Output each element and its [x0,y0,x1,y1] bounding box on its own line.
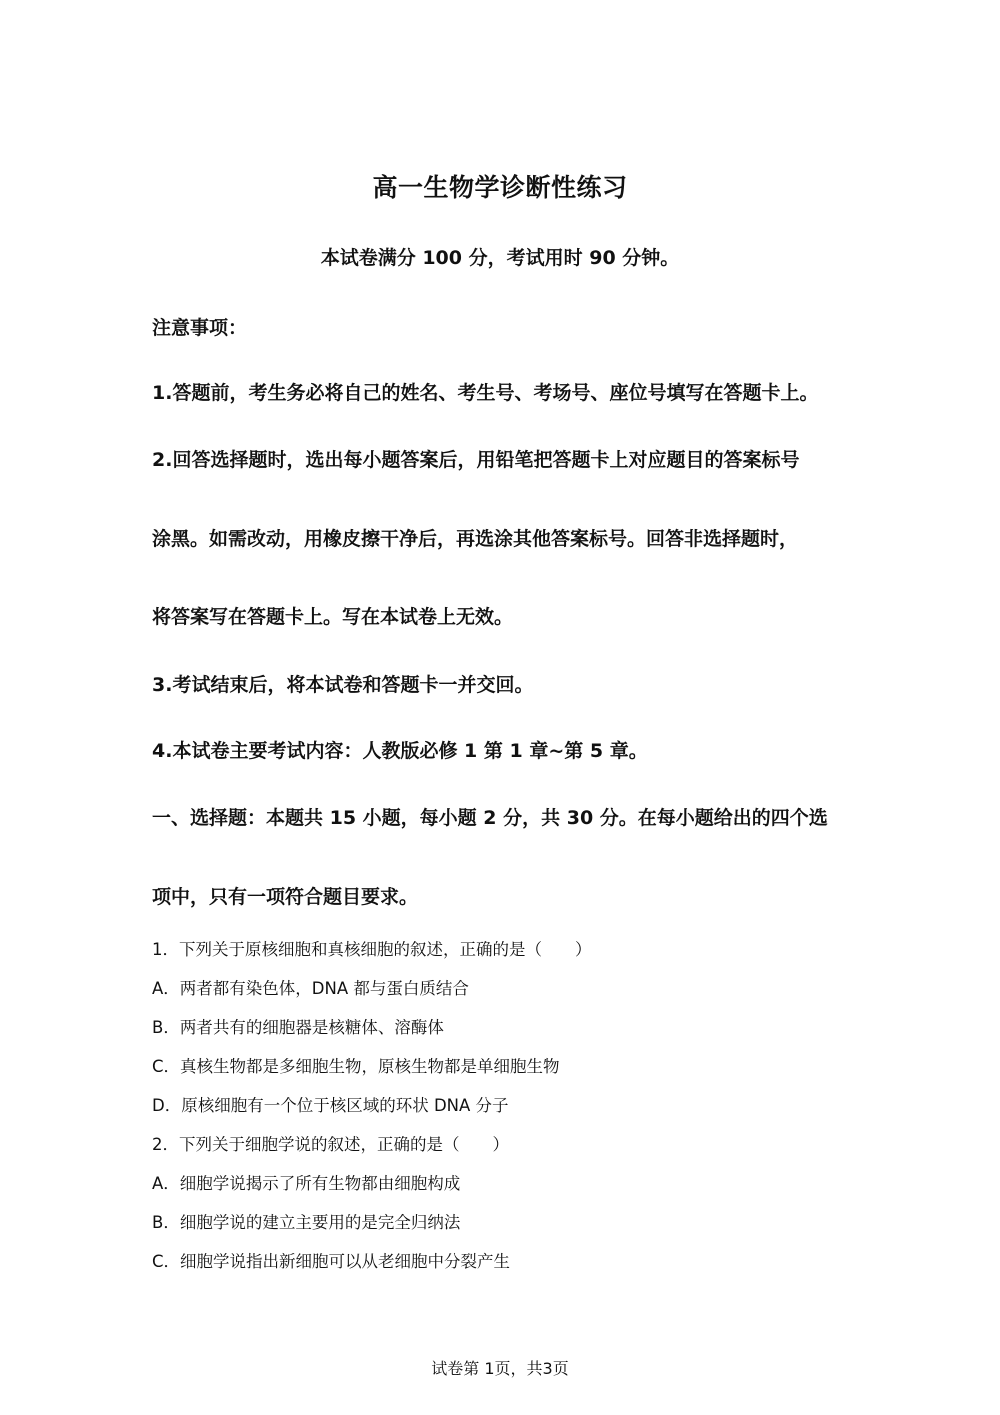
question-1-option-a: A．两者都有染色体，DNA 都与蛋白质结合 [152,979,469,998]
question-2-option-a: A．细胞学说揭示了所有生物都由细胞构成 [152,1174,461,1193]
notice-heading: 注意事项： [152,317,248,339]
notice-line-3: 涂黑。如需改动，用橡皮擦干净后，再选涂其他答案标号。回答非选择题时， [152,528,799,550]
notice-line-6: 4.本试卷主要考试内容：人教版必修 1 第 1 章~第 5 章。 [152,740,648,762]
section1-instruction-line-1: 一、选择题：本题共 15 小题，每小题 2 分，共 30 分。在每小题给出的四个选 [152,807,828,829]
question-1-option-b: B．两者共有的细胞器是核糖体、溶酶体 [152,1018,444,1037]
exam-title: 高一生物学诊断性练习 [372,173,628,202]
notice-line-4: 将答案写在答题卡上。写在本试卷上无效。 [152,606,514,628]
question-1-option-d: D．原核细胞有一个位于核区域的环状 DNA 分子 [152,1096,509,1115]
page-footer: 试卷第 1页，共3页 [431,1359,569,1378]
question-2-option-c: C．细胞学说指出新细胞可以从老细胞中分裂产生 [152,1252,511,1271]
question-1-stem: 1．下列关于原核细胞和真核细胞的叙述，正确的是（ ） [152,940,592,959]
exam-subtitle: 本试卷满分 100 分，考试用时 90 分钟。 [320,247,680,269]
notice-line-1: 1.答题前，考生务必将自己的姓名、考生号、考场号、座位号填写在答题卡上。 [152,382,819,404]
question-2-stem: 2．下列关于细胞学说的叙述，正确的是（ ） [152,1135,509,1154]
notice-line-2: 2.回答选择题时，选出每小题答案后，用铅笔把答题卡上对应题目的答案标号 [152,449,800,471]
section1-instruction-line-2: 项中，只有一项符合题目要求。 [152,886,419,908]
question-1-option-c: C．真核生物都是多细胞生物，原核生物都是单细胞生物 [152,1057,560,1076]
notice-line-5: 3.考试结束后，将本试卷和答题卡一并交回。 [152,674,534,696]
question-2-option-b: B．细胞学说的建立主要用的是完全归纳法 [152,1213,461,1232]
